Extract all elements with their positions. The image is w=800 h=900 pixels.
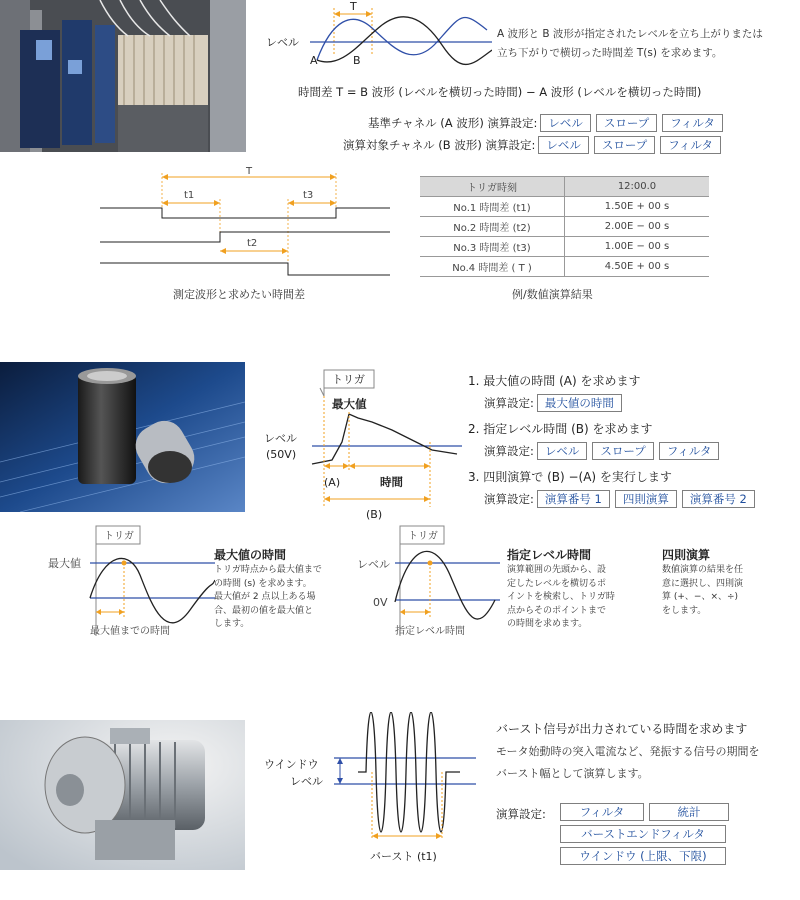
diagram-time-label: 時間: [380, 475, 403, 489]
mini2-desc-line: 点からそのポイントまで: [507, 605, 607, 616]
diagram-trigger-label: トリガ: [332, 373, 365, 386]
table-row: [420, 217, 709, 237]
burst-label: バースト (t1): [370, 850, 437, 863]
max-time-mini-diagram: [30, 520, 215, 645]
mini2-desc-line: イントを検索し、トリガ時: [507, 592, 615, 602]
timing-caption: 測定波形と求めたい時間差: [173, 288, 305, 301]
mini2-title: 指定レベル時間: [507, 548, 592, 562]
burst-diagram: [262, 712, 482, 872]
tag-max-time: 最大値の時間: [537, 394, 622, 412]
table-cell: 2.00E − 00 s: [565, 217, 710, 237]
max-level-diagram: [262, 362, 462, 522]
burst-tags-row3: [560, 847, 728, 865]
step3-setting-label: 演算設定:: [484, 492, 534, 506]
table-header-row: [420, 177, 709, 197]
wave-T-label: T: [350, 0, 357, 13]
wave-level-label: レベル: [266, 36, 299, 49]
tag-calc-no2: 演算番号 2: [682, 490, 755, 508]
table-cell: 4.50E + 00 s: [565, 257, 710, 277]
table-row: [420, 257, 709, 277]
mini1-desc-line: の時間 (s) を求めます。: [214, 578, 312, 589]
tag-slope: スロープ: [592, 442, 653, 460]
step1-setting: [484, 394, 624, 412]
tag-filter: フィルタ: [659, 442, 720, 460]
timing-T-label: T: [246, 166, 253, 177]
window-label-1: ウインドウ: [264, 758, 319, 771]
timing-t1-label: t1: [184, 190, 195, 201]
mini2-desc-line: の時間を求めます。: [507, 619, 588, 629]
wave-B-label: B: [353, 54, 361, 67]
target-channel-setting: [343, 136, 723, 154]
crossing-wave-diagram: [262, 0, 492, 80]
tag-window-limits: ウインドウ (上限、下限): [560, 847, 726, 865]
step2-text: 2. 指定レベル時間 (B) を求めます: [468, 422, 653, 436]
section1-desc-line2: 立ち下がりで横切った時間差 T(s) を求めます。: [497, 47, 723, 59]
tag-statistics: 統計: [649, 803, 729, 821]
result-table: [420, 176, 709, 277]
target-tag-level: レベル: [538, 136, 589, 154]
calc-desc-line: 意に選択し、四則演: [662, 578, 744, 589]
target-channel-label: 演算対象チャネル (B 波形) 演算設定:: [343, 138, 536, 152]
calc-desc-line: 算 (+、−、×、÷): [662, 592, 739, 602]
diagram-level-label: レベル: [264, 432, 297, 445]
calc-desc-line: 数値演算の結果を任: [662, 565, 744, 575]
motor-photo: [0, 720, 245, 870]
table-cell: No.3 時間差 (t3): [420, 237, 565, 257]
mini1-desc-line: します。: [214, 619, 250, 629]
table-cell: 1.00E − 00 s: [565, 237, 710, 257]
section1-desc-line1: A 波形と B 波形が指定されたレベルを立ち上がりまたは: [497, 28, 763, 40]
table-header-cell: 12:00.0: [565, 177, 710, 197]
mini1-ylabel: 最大値: [48, 557, 81, 570]
timing-t2-label: t2: [247, 238, 258, 249]
tag-level: レベル: [537, 442, 588, 460]
step1-text: 1. 最大値の時間 (A) を求めます: [468, 374, 641, 388]
diagram-A-label: (A): [324, 476, 341, 489]
table-cell: 1.50E + 00 s: [565, 197, 710, 217]
table-cell: No.1 時間差 (t1): [420, 197, 565, 217]
reference-channel-label: 基準チャネル (A 波形) 演算設定:: [368, 116, 538, 130]
timing-diagram: [100, 165, 400, 280]
table-cell: No.2 時間差 (t2): [420, 217, 565, 237]
tag-calc-no1: 演算番号 1: [537, 490, 610, 508]
step1-setting-label: 演算設定:: [484, 396, 534, 410]
mini2-desc-line: 演算範囲の先頭から、設: [507, 565, 607, 575]
table-row: [420, 197, 709, 217]
diagram-max-label: 最大値: [332, 397, 367, 411]
reference-channel-setting: [368, 114, 725, 132]
mini2-trigger-label: トリガ: [408, 531, 438, 542]
table-row: [420, 237, 709, 257]
step2-setting-label: 演算設定:: [484, 444, 534, 458]
mini2-xlabel: 指定レベル時間: [395, 626, 465, 637]
mini2-desc: [507, 564, 632, 632]
mini1-desc-line: トリガ時点から最大値まで: [214, 565, 322, 575]
calc-desc: [662, 564, 772, 618]
step2-setting: [484, 442, 721, 460]
mini1-title: 最大値の時間: [214, 548, 287, 562]
burst-desc2: バースト幅として演算します。: [496, 767, 649, 780]
step3-setting: [484, 490, 757, 508]
mini2-ylabel: レベル: [357, 558, 390, 571]
tag-burst-end-filter: バーストエンドフィルタ: [560, 825, 726, 843]
mini1-desc: [214, 564, 336, 632]
burst-desc1: モータ始動時の突入電流など、発振する信号の期間を: [496, 745, 760, 758]
timing-t3-label: t3: [303, 190, 314, 201]
burst-title: バースト信号が出力されている時間を求めます: [496, 722, 748, 736]
burst-tags-row2: [560, 825, 728, 843]
mini2-desc-line: 定したレベルを横切るポ: [507, 578, 607, 589]
ref-tag-filter: フィルタ: [662, 114, 723, 132]
target-tag-slope: スロープ: [594, 136, 655, 154]
wave-A-label: A: [310, 54, 318, 67]
level-time-mini-diagram: [355, 520, 500, 645]
ref-tag-level: レベル: [540, 114, 591, 132]
step3-text: 3. 四則演算で (B) −(A) を実行します: [468, 470, 672, 484]
diagram-B-label: (B): [366, 508, 383, 521]
window-label-2: レベル: [290, 775, 323, 788]
ref-tag-slope: スロープ: [596, 114, 657, 132]
table-caption: 例/数値演算結果: [512, 288, 593, 301]
target-tag-filter: フィルタ: [660, 136, 721, 154]
time-difference-formula: 時間差 T = B 波形 (レベルを横切った時間) − A 波形 (レベルを横切った時間): [298, 85, 702, 99]
mini1-xlabel: 最大値までの時間: [90, 626, 170, 637]
cabinet-photo: [0, 0, 246, 152]
burst-tags-row1: [560, 803, 731, 821]
burst-setting-label: 演算設定:: [496, 807, 546, 821]
mini1-desc-line: 合、最初の値を最大値と: [214, 605, 314, 616]
calc-title: 四則演算: [662, 548, 711, 562]
mini2-zero-label: 0V: [373, 596, 388, 609]
mini1-desc-line: 最大値が 2 点以上ある場: [214, 592, 316, 602]
tag-arithmetic: 四則演算: [615, 490, 677, 508]
diagram-50v-label: (50V): [266, 448, 297, 461]
calc-desc-line: をします。: [662, 605, 707, 616]
tag-burst-filter: フィルタ: [560, 803, 644, 821]
table-header-cell: トリガ時刻: [420, 177, 565, 197]
mini1-trigger-label: トリガ: [104, 531, 134, 542]
table-cell: No.4 時間差 ( T ): [420, 257, 565, 277]
capacitor-photo: [0, 362, 245, 512]
